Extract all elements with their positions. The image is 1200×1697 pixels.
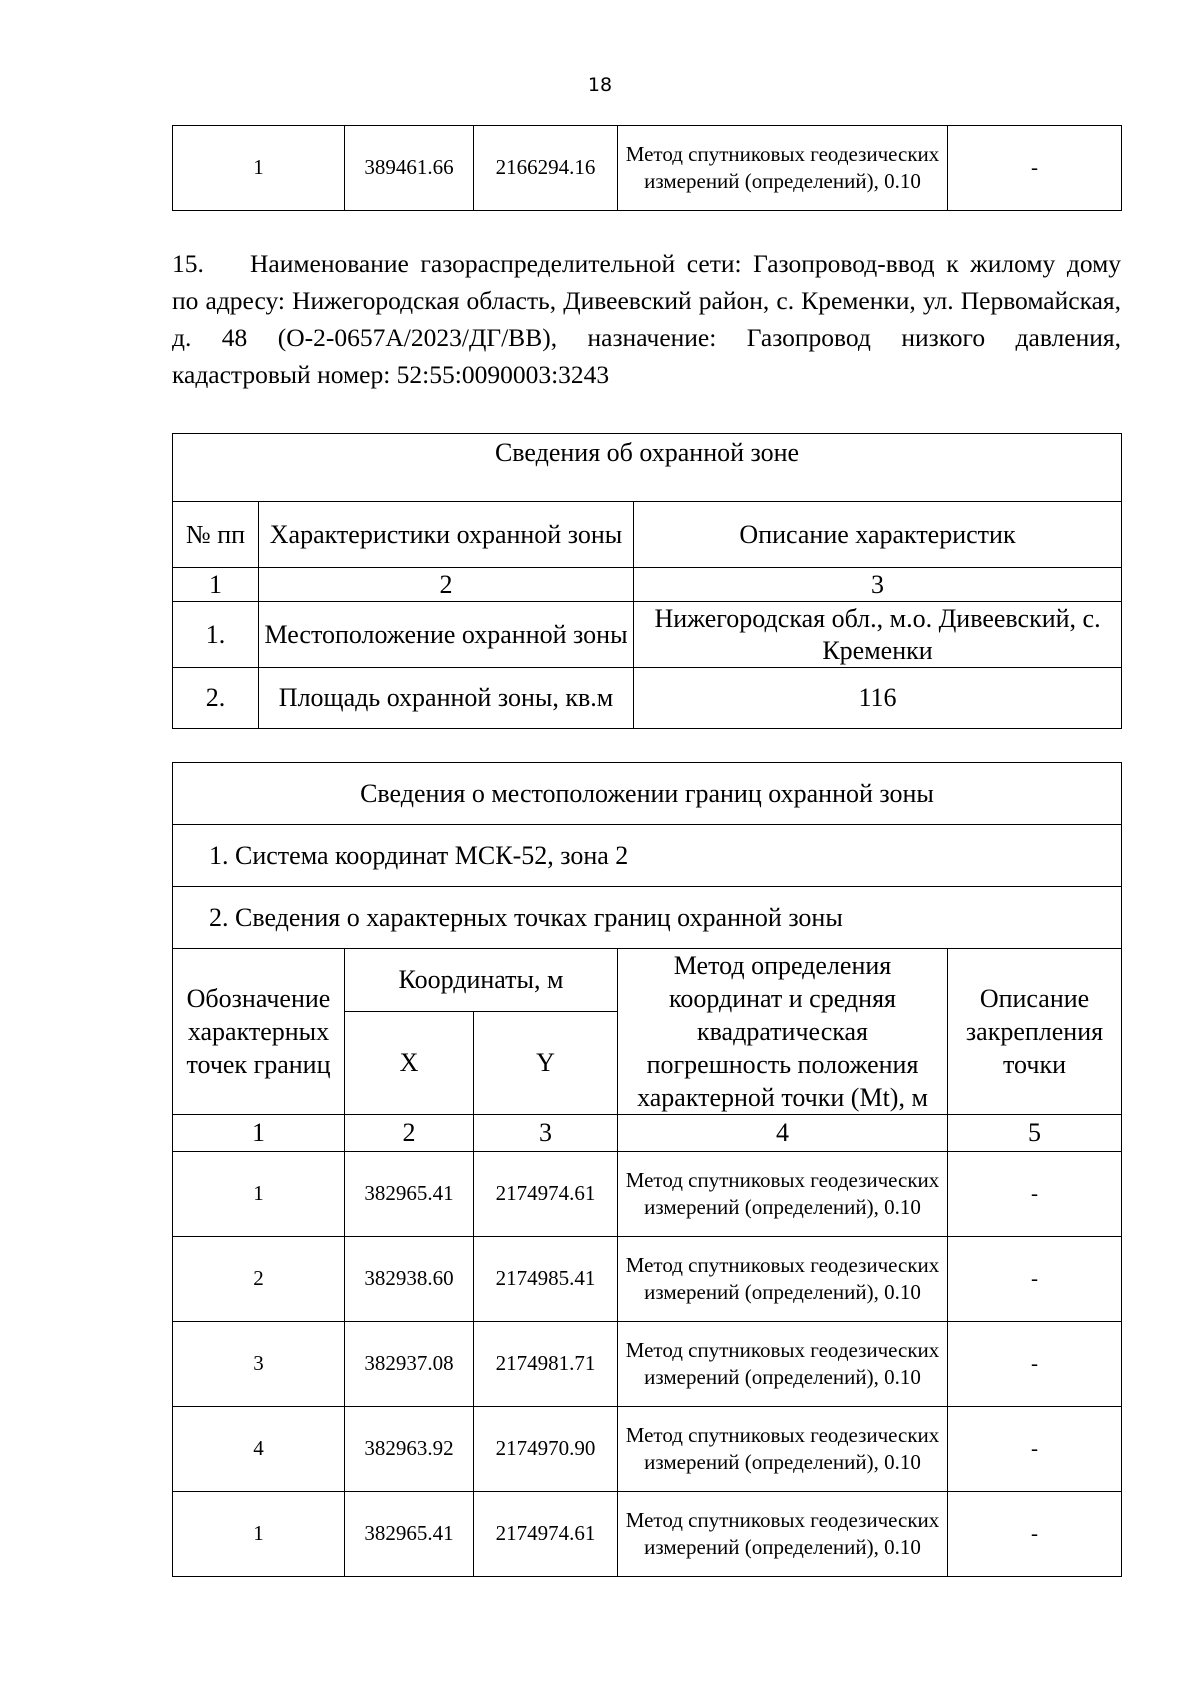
section-text: Наименование газораспределительной сети: Газопровод-ввод к жилому дому по адресу: Нижегородская область, Дивеевский район, с. Кременки, ул. Первомайская, д. 48 (О-2-0657А/2023/ДГ/ВВ), назначение: Газопровод низкого давления, кадастровый номер: 52:55:0090003:3243: [172, 249, 1121, 389]
index-cell: 3: [474, 1115, 618, 1152]
coord-y: 2174974.61: [474, 1152, 618, 1237]
index-cell: 5: [948, 1115, 1122, 1152]
header-coordinates: Координаты, м: [345, 949, 618, 1012]
coord-x: 382965.41: [345, 1492, 474, 1577]
coord-x: 382938.60: [345, 1237, 474, 1322]
fixing-description: -: [948, 1407, 1122, 1492]
table-index-row: [173, 568, 1122, 602]
index-cell: 2: [345, 1115, 474, 1152]
method-description: Метод спутниковых геодезических измерений (определений), 0.10: [618, 1322, 948, 1407]
coord-x: 382963.92: [345, 1407, 474, 1492]
fixing-description: -: [948, 1492, 1122, 1577]
method-description: Метод спутниковых геодезических измерений (определений), 0.10: [618, 1492, 948, 1577]
table-header-row: [173, 949, 1122, 1012]
row-value: Нижегородская обл., м.о. Дивеевский, с. Кременки: [634, 602, 1122, 668]
coord-y: 2166294.16: [474, 126, 618, 211]
table-row: [173, 1237, 1122, 1322]
index-cell: 3: [634, 568, 1122, 602]
coord-y: 2174981.71: [474, 1322, 618, 1407]
table-title-row: [173, 763, 1122, 825]
coord-y: 2174985.41: [474, 1237, 618, 1322]
table-row: [173, 126, 1122, 211]
row-characteristic: Местоположение охранной зоны: [259, 602, 634, 668]
table-row: [173, 1152, 1122, 1237]
point-designation: 2: [173, 1237, 345, 1322]
header-x: X: [345, 1011, 474, 1114]
header-number: № пп: [173, 502, 259, 568]
row-number: 2.: [173, 668, 259, 729]
point-designation: 1: [173, 1152, 345, 1237]
table-row: [173, 1407, 1122, 1492]
table-row: [173, 1322, 1122, 1407]
coord-x: 389461.66: [345, 126, 474, 211]
header-designation: Обозначение характерных точек границ: [173, 949, 345, 1115]
index-cell: 1: [173, 568, 259, 602]
boundary-table-title: Сведения о местоположении границ охранной зоны: [173, 763, 1122, 825]
method-description: Метод спутниковых геодезических измерений (определений), 0.10: [618, 1152, 948, 1237]
row-number: 1.: [173, 602, 259, 668]
header-method: Метод определения координат и средняя квадратическая погрешность положения характерной точки (Mt), м: [618, 949, 948, 1115]
index-cell: 2: [259, 568, 634, 602]
coord-x: 382937.08: [345, 1322, 474, 1407]
protection-zone-table: [172, 433, 1122, 729]
table-row: [173, 1492, 1122, 1577]
method-description: Метод спутниковых геодезических измерений (определений), 0.10: [618, 1407, 948, 1492]
method-description: Метод спутниковых геодезических измерений (определений), 0.10: [618, 1237, 948, 1322]
points-title: 2. Сведения о характерных точках границ охранной зоны: [173, 887, 1122, 949]
table-title-row: [173, 434, 1122, 502]
index-cell: 4: [618, 1115, 948, 1152]
row-value: 116: [634, 668, 1122, 729]
point-designation: 3: [173, 1322, 345, 1407]
table-index-row: [173, 1115, 1122, 1152]
zone-table-title: Сведения об охранной зоне: [173, 434, 1122, 502]
points-title-row: [173, 887, 1122, 949]
fixing-description: -: [948, 126, 1122, 211]
header-fixing: Описание закрепления точки: [948, 949, 1122, 1115]
coord-y: 2174974.61: [474, 1492, 618, 1577]
coord-x: 382965.41: [345, 1152, 474, 1237]
table-header-row: [173, 502, 1122, 568]
method-description: Метод спутниковых геодезических измерений (определений), 0.10: [618, 126, 948, 211]
continuation-coordinates-table: [172, 125, 1122, 211]
point-designation: 4: [173, 1407, 345, 1492]
header-description: Описание характеристик: [634, 502, 1122, 568]
fixing-description: -: [948, 1152, 1122, 1237]
index-cell: 1: [173, 1115, 345, 1152]
section-number: 15.: [172, 249, 204, 278]
row-characteristic: Площадь охранной зоны, кв.м: [259, 668, 634, 729]
fixing-description: -: [948, 1237, 1122, 1322]
header-y: Y: [474, 1011, 618, 1114]
header-characteristics: Характеристики охранной зоны: [259, 502, 634, 568]
boundary-points-table: [172, 762, 1122, 1577]
coord-y: 2174970.90: [474, 1407, 618, 1492]
coordinate-system-row: [173, 825, 1122, 887]
fixing-description: -: [948, 1322, 1122, 1407]
point-designation: 1: [173, 1492, 345, 1577]
page-number: 18: [587, 74, 613, 96]
section-paragraph: [172, 245, 1121, 393]
point-designation: 1: [173, 126, 345, 211]
table-row: [173, 668, 1122, 729]
coordinate-system: 1. Система координат МСК-52, зона 2: [173, 825, 1122, 887]
table-row: [173, 602, 1122, 668]
